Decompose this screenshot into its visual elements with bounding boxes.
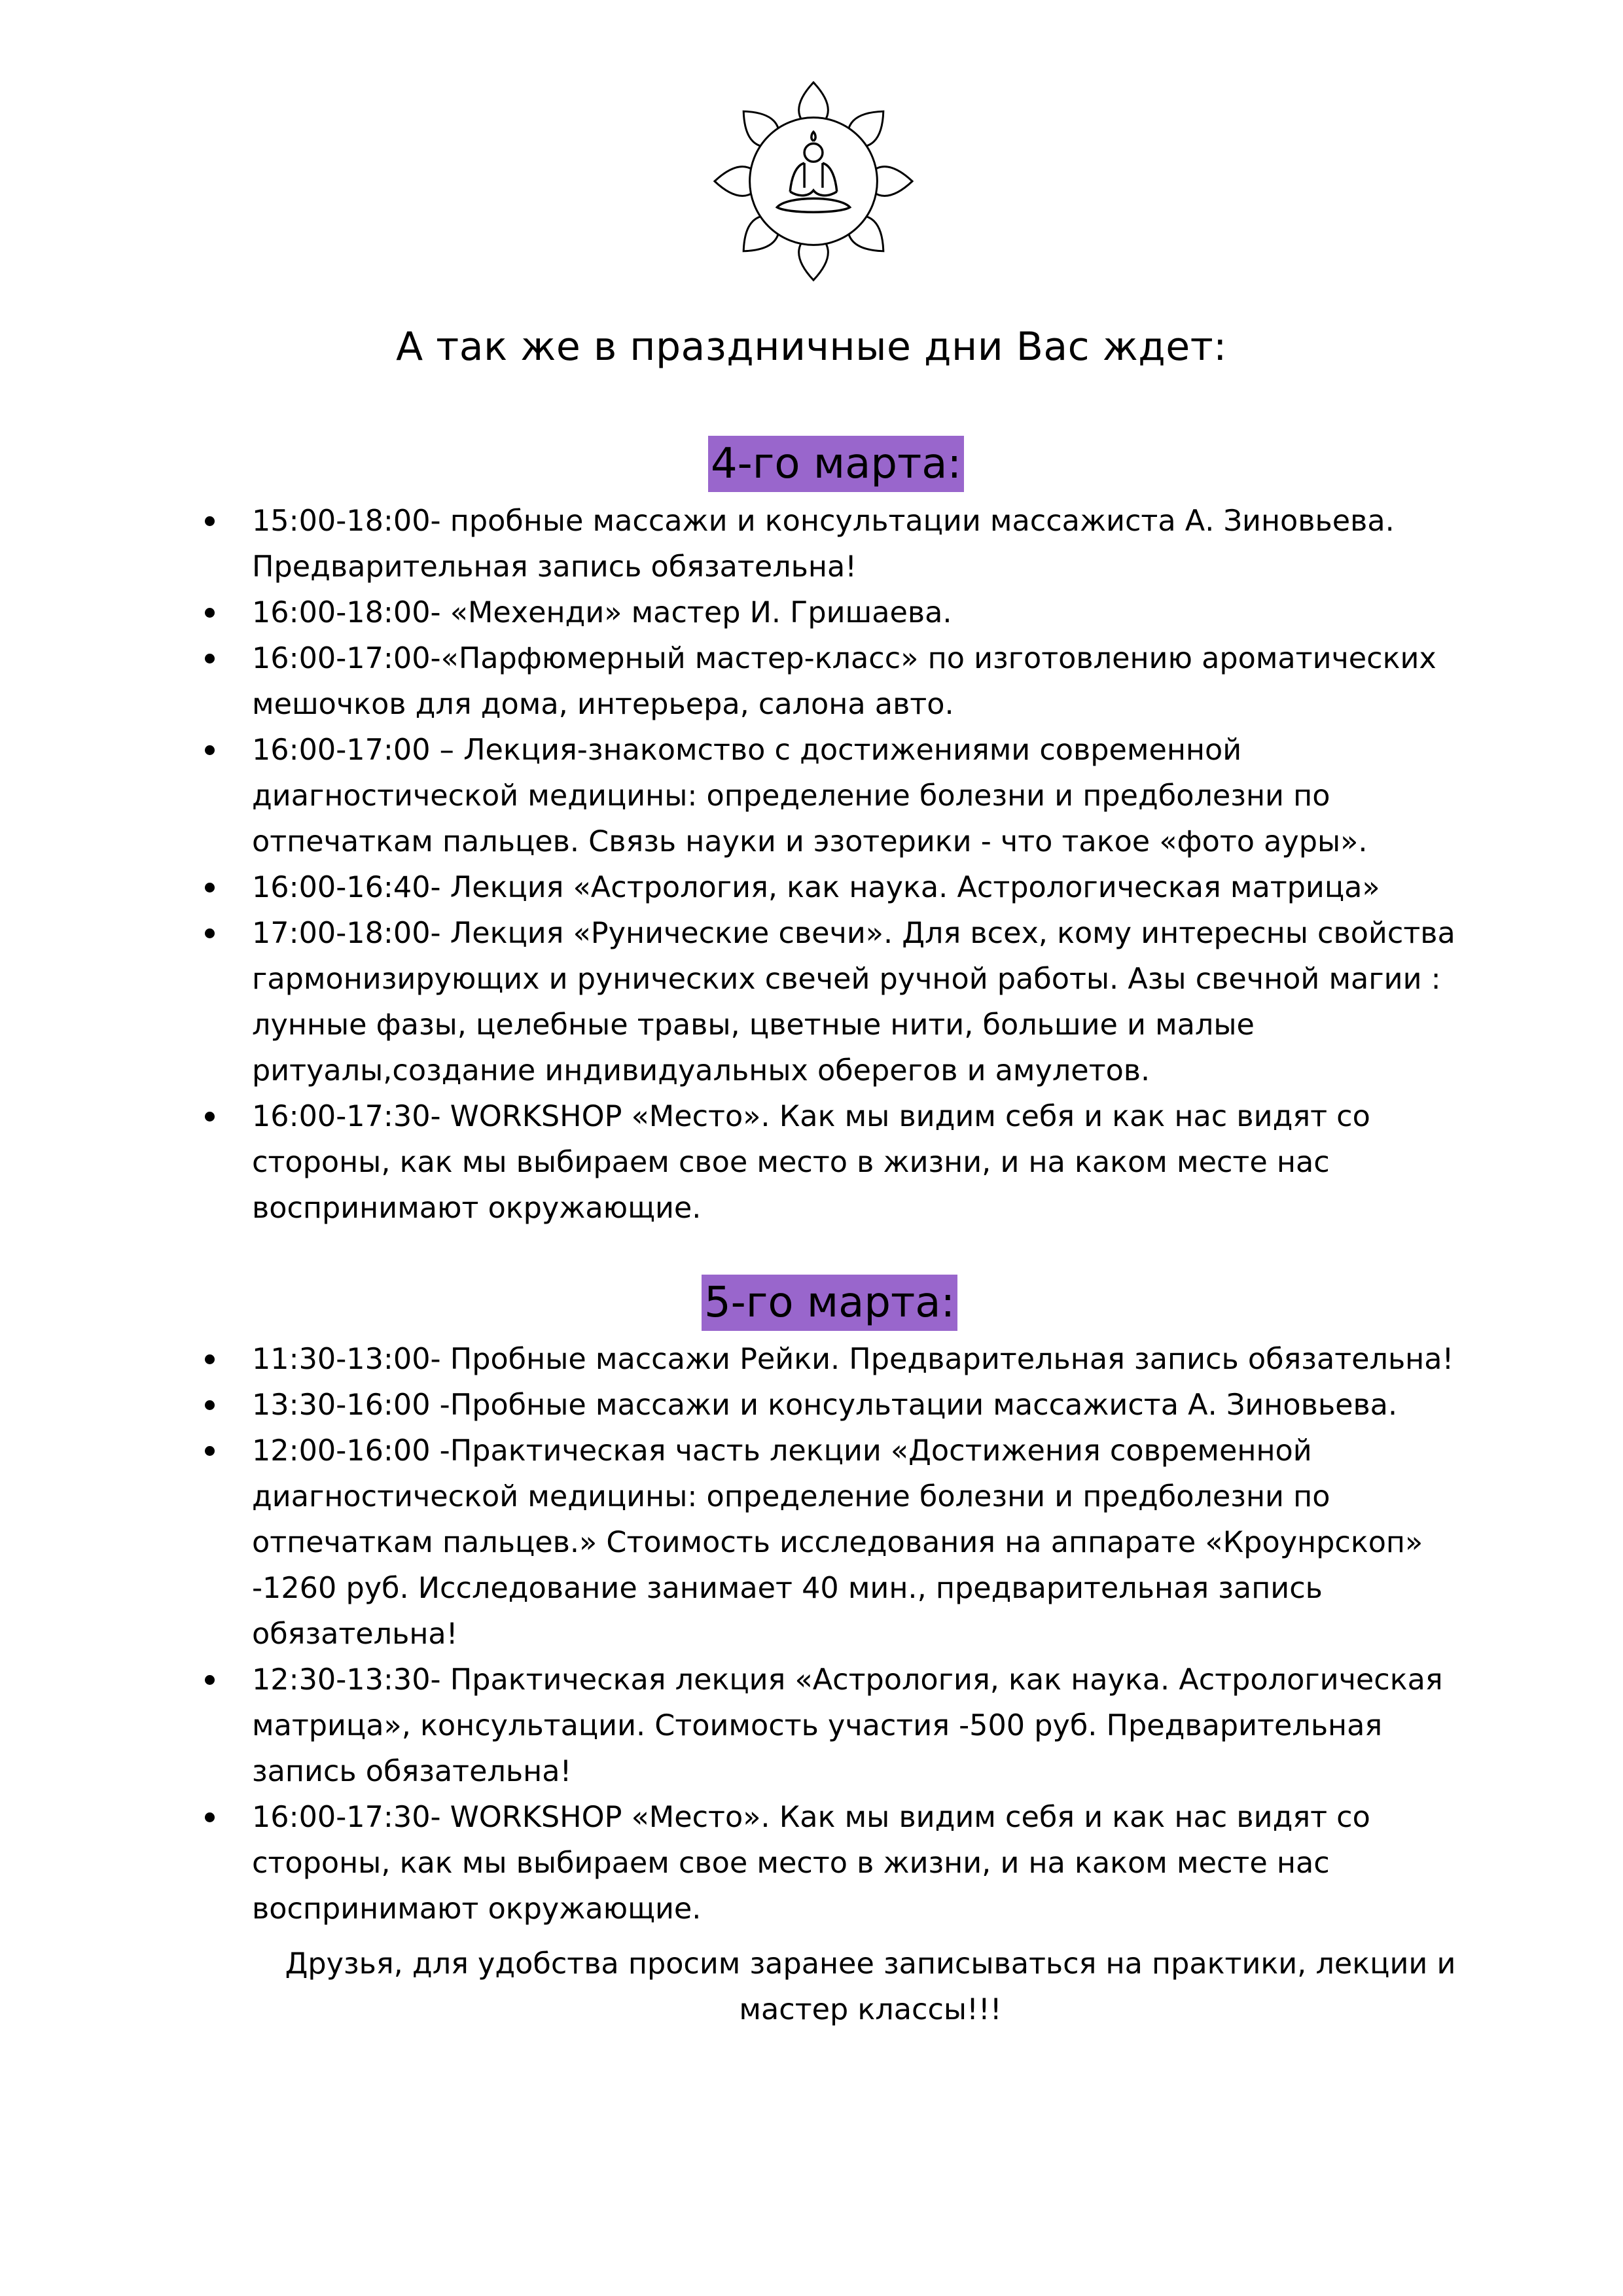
page-title: А так же в праздничные дни Вас ждет: [396,324,1227,370]
list-item: 17:00-18:00- Лекция «Рунические свечи». Для всех, кому интересны свойства гармонизирующих и рунических свечей ручной работы. Азы свечной магии : лунные фазы, целебные травы, цветные нити, большие и малые ритуалы,создание индивидуальных оберегов и амулетов. [0,911,1571,1094]
lotus-buddha-icon [709,77,918,285]
list-item: 13:30-16:00 -Пробные массажи и консультации массажиста А. Зиновьева. [0,1383,1571,1428]
list-item: 16:00-17:00 – Лекция-знакомство с достижениями современной диагностической медицины: определение болезни и предболезни по отпечаткам пальцев. Связь науки и эзотерики - что такое «фото ауры». [0,728,1571,865]
event-list-march-4 [0,499,1571,1231]
day-heading: 4-го марта: [708,436,964,492]
day-heading: 5-го марта: [702,1275,957,1331]
list-item: 16:00-17:30- WORKSHOP «Место». Как мы видим себя и как нас видят со стороны, как мы выбираем свое место в жизни, и на каком месте нас воспринимают окружающие. [0,1094,1571,1231]
footer-note: Друзья, для удобства просим заранее записываться на практики, лекции и мастер классы!!! [285,1947,1456,2026]
list-item: 11:30-13:00- Пробные массажи Рейки. Предварительная запись обязательна! [0,1337,1571,1383]
list-item: 16:00-17:30- WORKSHOP «Место». Как мы видим себя и как нас видят со стороны, как мы выбираем свое место в жизни, и на каком месте нас воспринимают окружающие. [0,1795,1571,1932]
day-section-march-5 [0,1275,1623,1331]
list-item: 16:00-17:00-«Парфюмерный мастер-класс» по изготовлению ароматических мешочков для дома, интерьера, салона авто. [0,636,1571,728]
list-item: 16:00-18:00- «Мехенди» мастер И. Гришаева. [0,590,1571,636]
list-item: 12:00-16:00 -Практическая часть лекции «Достижения современной диагностической медицины: определение болезни и предболезни по отпечаткам пальцев.» Стоимость исследования на аппарате «Кроунрскоп» -1260 руб. Исследование занимает 40 мин., предварительная запись обязательна! [0,1428,1571,1657]
list-item: 15:00-18:00- пробные массажи и консультации массажиста А. Зиновьева. Предварительная запись обязательна! [0,499,1571,590]
list-item: 12:30-13:30- Практическая лекция «Астрология, как наука. Астрологическая матрица», консультации. Стоимость участия -500 руб. Предварительная запись обязательна! [0,1657,1571,1795]
event-list-march-5 [0,1337,1571,1932]
list-item: 16:00-16:40- Лекция «Астрология, как наука. Астрологическая матрица» [0,865,1571,911]
day-section-march-4 [0,436,1623,492]
